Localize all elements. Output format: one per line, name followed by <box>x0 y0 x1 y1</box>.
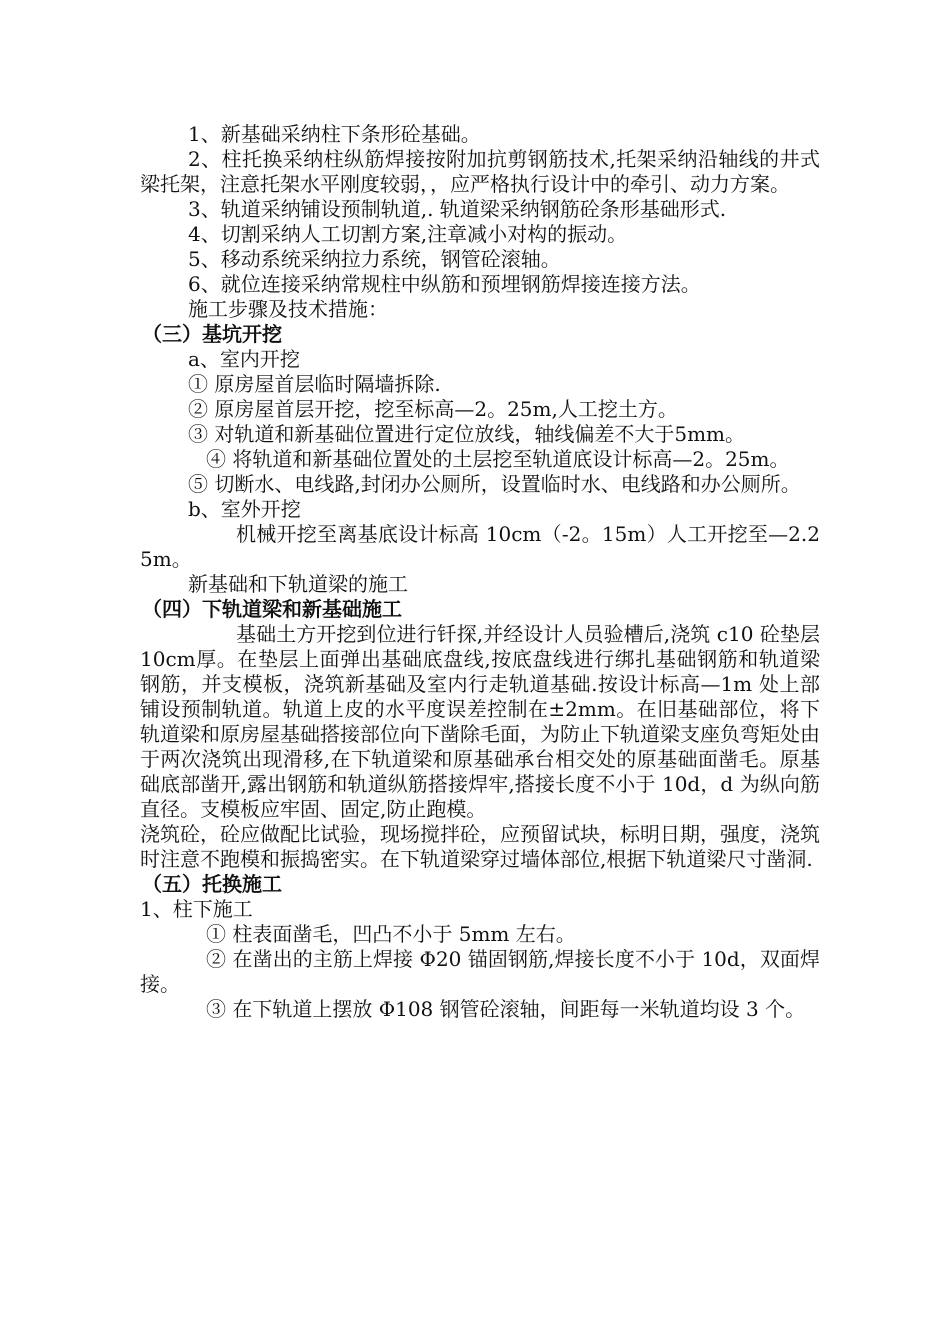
paragraph-2: 2、柱托换采纳柱纵筋焊接按附加抗剪钢筋技术,托架采纳沿轴线的井式梁托架，注意托架水平刚度较弱，，应严格执行设计中的牵引、动力方案。 <box>140 147 820 196</box>
section-heading-4: （四）下轨道梁和新基础施工 <box>142 597 402 621</box>
paragraph-3: 3、轨道采纳铺设预制轨道,. 轨道梁采纳钢筋砼条形基础形式. <box>188 197 727 221</box>
list-item-a3: ③ 对轨道和新基础位置进行定位放线，轴线偏差不大于5mm。 <box>188 422 746 446</box>
list-item-a2: ② 原房屋首层开挖，挖至标高—2。25m,人工挖土方。 <box>188 397 678 421</box>
list-item-c2: ② 在凿出的主筋上焊接 Φ20 锚固钢筋,焊接长度不小于 10d，双面焊接。 <box>140 947 820 996</box>
paragraph-1: 1、新基础采纳柱下条形砼基础。 <box>188 122 481 146</box>
section-4-body-continued: 浇筑砼，砼应做配比试验，现场搅拌砼，应预留试块，标明日期，强度，浇筑时注意不跑模和振捣密实。在下轨道梁穿过墙体部位,根据下轨道梁尺寸凿洞. <box>140 822 820 871</box>
subsection-title-a: a、室内开挖 <box>188 347 300 371</box>
section-3-trailer: 新基础和下轨道梁的施工 <box>188 572 408 596</box>
paragraph-5: 5、移动系统采纳拉力系统，钢管砼滚轴。 <box>188 247 561 271</box>
document-body <box>140 122 820 1022</box>
paragraph-6: 6、就位连接采纳常规柱中纵筋和预埋钢筋焊接连接方法。 <box>188 272 701 296</box>
list-item-c3: ③ 在下轨道上摆放 Φ108 钢管砼滚轴，间距每一米轨道均设 3 个。 <box>206 997 806 1021</box>
section-heading-3: （三）基坑开挖 <box>142 322 282 346</box>
list-item-a4: ④ 将轨道和新基础位置处的土层挖至轨道底设计标高—2。25m。 <box>206 447 790 471</box>
paragraph-4: 4、切割采纳人工切割方案,注章减小对构的振动。 <box>188 222 628 246</box>
list-item-c1: ① 柱表面凿毛，凹凸不小于 5mm 左右。 <box>206 922 576 946</box>
list-item-a5: ⑤ 切断水、电线路,封闭办公厕所，设置临时水、电线路和办公厕所。 <box>188 472 801 496</box>
list-item-a1: ① 原房屋首层临时隔墙拆除. <box>188 372 441 396</box>
paragraph-steps-intro: 施工步骤及技术措施： <box>188 297 388 321</box>
subsection-title-b: b、室外开挖 <box>188 497 301 521</box>
subsection-title-column: 1、柱下施工 <box>140 897 253 921</box>
subsection-b-text: 机械开挖至离基底设计标高 10cm（-2。15m）人工开挖至—2.25m。 <box>140 522 820 571</box>
section-4-body: 基础土方开挖到位进行钎探,并经设计人员验槽后,浇筑 c10 砼垫层 10cm厚。在垫层上面弹出基础底盘线,按底盘线进行绑扎基础钢筋和轨道梁钢筋，并支模板，浇筑新基础及室内行走轨道基础.按设计标高—1m 处上部铺设预制轨道。轨道上皮的水平度误差控制在±2mm。在旧基础部位，将下轨道梁和原房屋基础搭接部位向下凿除毛面，为防止下轨道梁支座负弯矩处由于两次浇筑出现滑移,在下轨道梁和原基础承台相交处的原基础面凿毛。原基础底部凿开,露出钢筋和轨道纵筋搭接焊牢,搭接长度不小于 10d，d 为纵向筋直径。支模板应牢固、固定,防止跑模。 <box>140 622 820 821</box>
section-heading-5: （五）托换施工 <box>142 872 282 896</box>
